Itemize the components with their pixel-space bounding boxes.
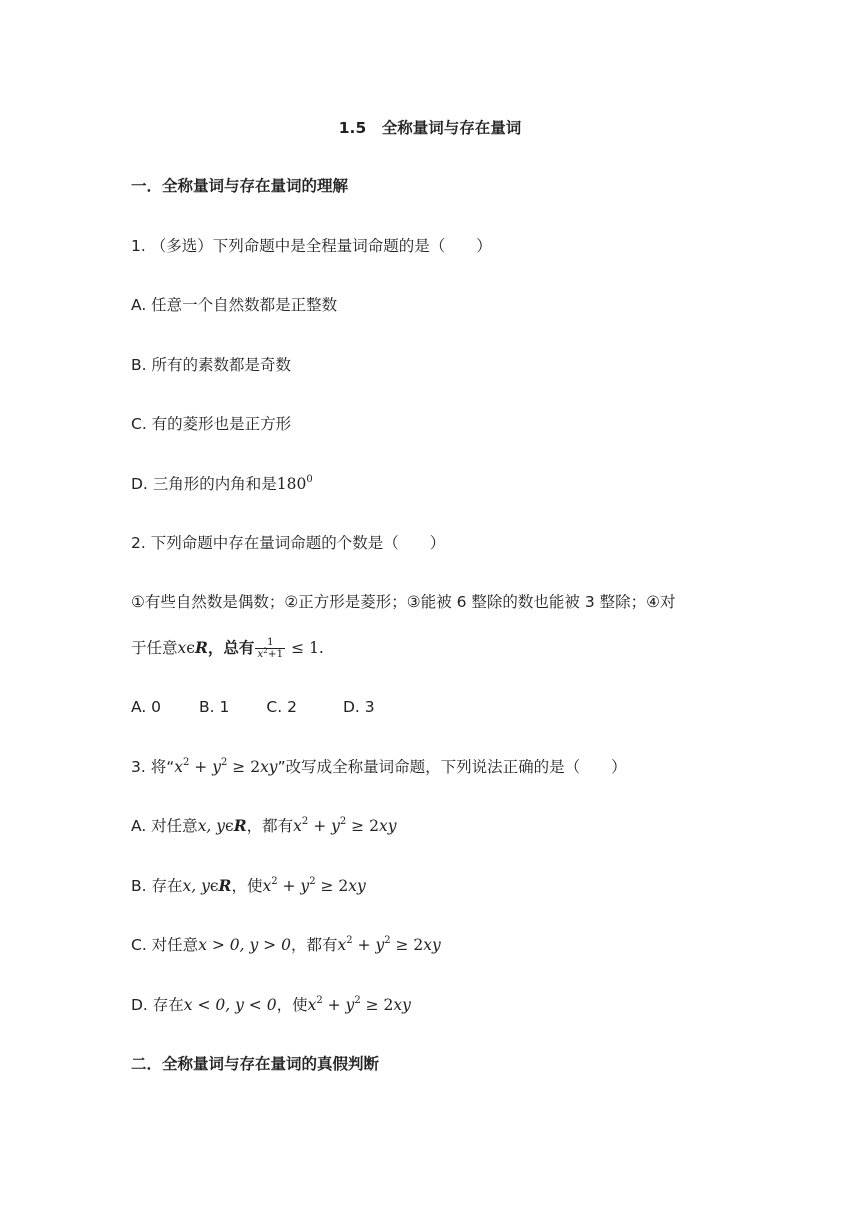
math-variable: x xyxy=(174,758,183,776)
question-2-statements-line-2 xyxy=(131,637,324,660)
fraction-numerator: 1 xyxy=(255,637,285,649)
stem-text: ”改写成全称量词命题，下列说法正确的是（ ） xyxy=(277,758,627,776)
math-variable: xy xyxy=(378,817,397,835)
math-variable: xy xyxy=(423,936,441,954)
math-variable: x xyxy=(177,639,187,657)
math-variable: y xyxy=(331,817,340,835)
question-3-option-b xyxy=(131,875,366,897)
stem-text: 3. 将“ xyxy=(131,758,175,776)
math-variable: x xyxy=(307,996,317,1014)
math-variable: x xyxy=(337,936,347,954)
question-1-option-d xyxy=(131,473,313,495)
question-3-option-c xyxy=(131,934,441,956)
plus-sign: + xyxy=(189,758,213,776)
exponent: 2 xyxy=(354,995,361,1006)
element-of-symbol: ϵ xyxy=(225,817,234,835)
option-text: B. 存在 xyxy=(131,877,183,895)
exponent: 2 xyxy=(316,995,323,1006)
math-variable: y xyxy=(375,936,385,954)
question-1-option-c: C. 有的菱形也是正方形 xyxy=(131,415,292,433)
plus-sign: + xyxy=(277,877,301,895)
math-variables: x, y xyxy=(182,877,210,895)
math-variable: x xyxy=(262,877,272,895)
question-3-option-d xyxy=(131,994,411,1016)
section-heading-2: 二．全称量词与存在量词的真假判断 xyxy=(131,1055,380,1073)
math-variable: x xyxy=(257,648,264,660)
fraction xyxy=(255,637,285,660)
question-3-option-a xyxy=(131,815,396,837)
math-variable: xy xyxy=(393,996,411,1014)
real-set-symbol: R xyxy=(233,816,247,835)
option-d-text: D. 三角形的内角和是 xyxy=(131,475,277,493)
exponent: 2 xyxy=(220,757,228,768)
math-variable: y xyxy=(212,758,221,776)
question-2-option-a: A. 0 xyxy=(131,698,162,716)
real-set-symbol: R xyxy=(218,876,232,895)
plus-sign: + xyxy=(308,817,332,835)
question-2-option-c: C. 2 xyxy=(266,698,297,716)
section-heading-1: 一．全称量词与存在量词的理解 xyxy=(131,177,349,195)
question-2-option-b: B. 1 xyxy=(199,698,230,716)
option-text: ，都有 xyxy=(290,936,338,954)
fraction-denominator xyxy=(255,649,285,660)
degree-superscript: 0 xyxy=(306,474,313,485)
exponent: 2 xyxy=(183,757,190,768)
plus-sign: + xyxy=(322,996,346,1014)
exponent: 2 xyxy=(346,935,353,946)
exponent: 2 xyxy=(339,816,347,827)
statement-text: 于任意 xyxy=(131,639,178,657)
option-text: ，都有 xyxy=(246,817,294,835)
option-text: ，使 xyxy=(276,996,308,1014)
inequality-tail: ≤ 1. xyxy=(286,639,324,657)
question-1-option-a: A. 任意一个自然数都是正整数 xyxy=(131,296,338,314)
exponent: 2 xyxy=(384,935,391,946)
inequality: ≥ 2 xyxy=(346,817,379,835)
math-condition: x > 0, y > 0 xyxy=(198,936,291,954)
question-1-stem: 1. （多选）下列命题中是全程量词命题的是（ ） xyxy=(131,237,492,255)
option-text: C. 对任意 xyxy=(131,936,199,954)
option-text: ，使 xyxy=(231,877,263,895)
exponent: 2 xyxy=(301,816,309,827)
question-2-stem: 2. 下列命题中存在量词命题的个数是（ ） xyxy=(131,534,446,552)
math-variable: x xyxy=(293,817,302,835)
element-of-symbol: ϵ xyxy=(209,877,219,895)
option-text: D. 存在 xyxy=(131,996,184,1014)
inequality: ≥ 2 xyxy=(227,758,261,776)
math-variable: xy xyxy=(260,758,278,776)
question-2-option-d: D. 3 xyxy=(342,698,375,716)
real-set-symbol: R xyxy=(194,638,208,657)
exponent: 2 xyxy=(271,876,278,887)
exponent: 2 xyxy=(309,876,316,887)
math-condition: x < 0, y < 0 xyxy=(183,996,277,1014)
statement-text: ，总有 xyxy=(207,639,255,657)
inequality: ≥ 2 xyxy=(315,877,349,895)
angle-value: 180 xyxy=(276,475,307,493)
question-2-options xyxy=(131,696,375,718)
inequality: ≥ 2 xyxy=(360,996,394,1014)
math-variable: y xyxy=(300,877,310,895)
plus-sign: + xyxy=(352,936,376,954)
page-title: 1.5 全称量词与存在量词 xyxy=(338,119,522,137)
element-of-symbol: ϵ xyxy=(186,639,195,657)
inequality: ≥ 2 xyxy=(390,936,424,954)
question-1-option-b: B. 所有的素数都是奇数 xyxy=(131,356,291,374)
math-variable: xy xyxy=(348,877,366,895)
math-variables: x, y xyxy=(197,817,226,835)
question-2-statements-line-1: ①有些自然数是偶数；②正方形是菱形；③能被 6 整除的数也能被 3 整除；④对 xyxy=(131,593,676,611)
option-text: A. 对任意 xyxy=(131,817,198,835)
exponent: 2 xyxy=(263,647,268,655)
question-3-stem xyxy=(131,756,627,778)
denominator-rest: +1 xyxy=(267,648,284,660)
math-variable: y xyxy=(345,996,355,1014)
